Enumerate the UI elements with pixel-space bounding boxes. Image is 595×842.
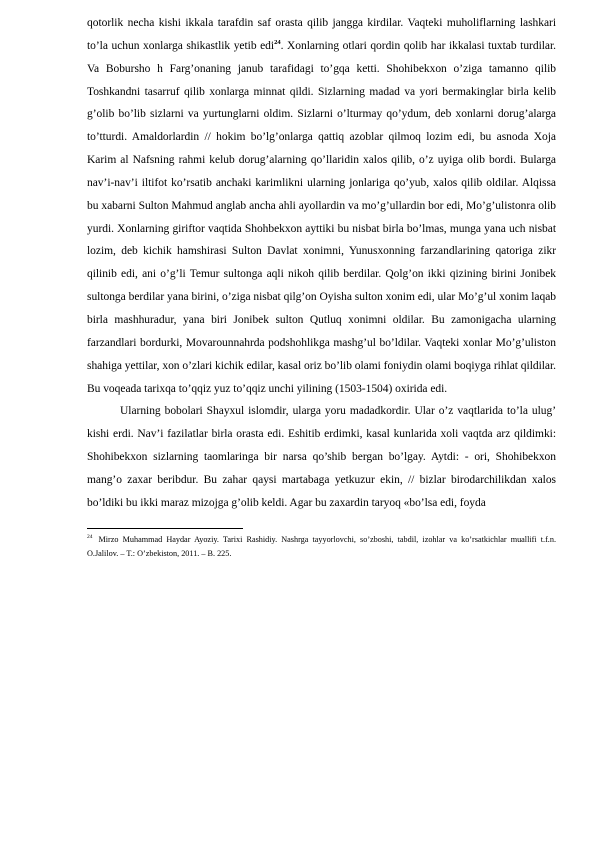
paragraph-1-text-start: qotorlik necha kishi ikkala tarafdin saf orasta qilib jangga kirdilar. Vaqteki muholiflarning lashkari to’la uchun xonlarga shikastlik yetib edi (87, 17, 556, 52)
footnote (87, 533, 556, 562)
footnote-text: Mirzo Muhammad Haydar Ayoziy. Tarixi Rashidiy. Nashrga tayyorlovchi, so’zboshi, tabdil, izohlar va ko’rsatkichlar muallifi t.f.n. O.Jalilov. – T.: O’zbekiston, 2011. – B. 225. (87, 534, 556, 559)
footnote-number: 24 (87, 533, 93, 540)
footnote-reference[interactable]: 24 (274, 39, 281, 47)
paragraph-1 (87, 12, 556, 400)
paragraph-1-text-end: . Xonlarning otlari qordin qolib har ikkalasi tuxtab turdilar. Va Bobursho h Farg’onaning janub tarafidagi to’gqa ketti. Shohibekxon o’ziga tamanno qilib Toshkandni tasarruf qilib xonlarga minnat qildi. Sizlarning madad va yori bermakinglar birla kelib g’olib bo’lib sizlarni va yurtunglarni oldim. Sizlarni o’lturmay qo’ydum, deb xonlarni dorug’alarga to’tturdi. Amaldorlardin // hokim bo’lg’onlarga qattiq azoblar qilmoq lozim edi, bu asnoda Xoja Karim al Nafsning rahmi kelub dorug’alarning qo’llaridin xalos qilib, o’z uyiga olib bordi. Bularga nav’i-nav’i iltifot ko’rsatib anchaki karimlikni ularning jonlariga qo’yub, xalos qilib oldilar. Alqissa bu xabarni Sulton Mahmud anglab ancha ahli ayollardin va mo’g’ullardin bor edi, Mo’g’ulistonra olib yurdi. Xonlarning giriftor vaqtida Shohbekxon ayttiki bu nisbat birla bo’lmas, munga yana uch nisbat lozim, deb kichik hamshirasi Sulton Davlat xonimni, Yunusxonning farzandlarining qatoriga zikr qilinib edi, ani o’g’li Temur sultonga aqli nikoh qilib berdilar. Qolg’on ikki qizining birini Jonibek sultonga berdilar yana birini, o’ziga nisbat qilg’on Oyisha sulton xonim edi, ular Mo’g’ul xonim laqab birla mashhuradur, yana biri Jonibek sulton Qutluq xonimni oldilar. Bu zamonigacha ularning farzandlari bordurki, Movarounnahrda podshohlikga mashg’ul bo’ldilar. Vaqteki xonlar Mo’g’uliston shahiga yettilar, xon o’zlari kichik edilar, kasal oriz bo’lib olami foniydin olami boqiyga rihlat qildilar. Bu voqeada tarixqa to’qqiz yuz to’qqiz unchi yilining (1503-1504) oxirida edi. (87, 39, 556, 395)
paragraph-2: Ularning bobolari Shayxul islomdir, ularga yoru madadkordir. Ular o’z vaqtlarida to’la ulug’ kishi erdi. Nav’i fazilatlar birla orasta edi. Eshitib erdimki, kasal kunlarida xoli vaqtda arz qildimki: Shohibekxon sizlarning taomlaringa bir narsa qo’shib bergan bo’lgay. Aytdi: - ori, Shohibekxon mang’o zaxar beribdur. Bu zahar qaysi martabaga yetkuzur ekin, // bizlar birodarchilikdan xalos bo’ldiki bu ikki maraz mizojga g’olib keldi. Agar bu zaxardin taryoq «bo’lsa edi, foyda (87, 405, 556, 509)
document-page (87, 12, 556, 562)
footnote-separator (87, 528, 243, 529)
